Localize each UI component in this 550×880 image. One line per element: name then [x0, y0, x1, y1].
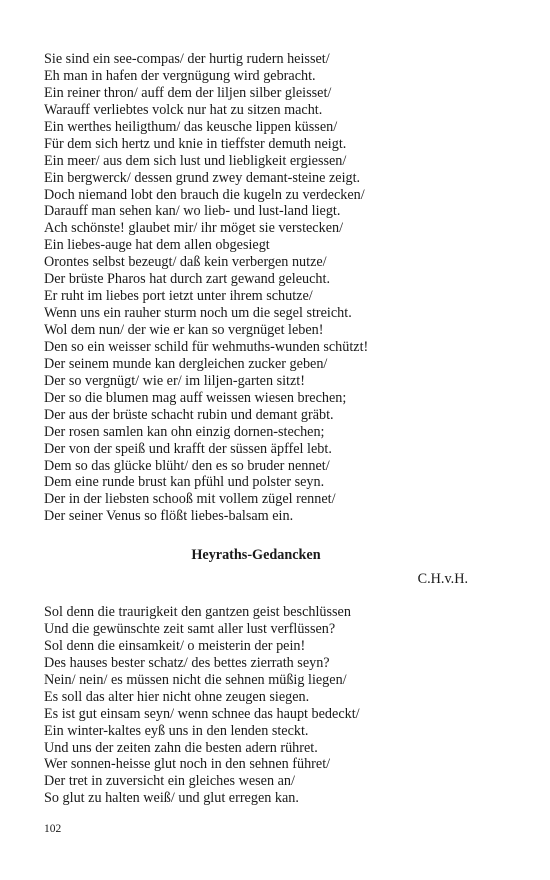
verse-line: Sie sind ein see-compas/ der hurtig rudern heisset/: [44, 51, 330, 67]
poem-heyraths-gedancken: [44, 604, 484, 807]
verse-line: Es ist gut einsam seyn/ wenn schnee das haupt bedeckt/: [44, 705, 360, 722]
poem-continued: [44, 51, 484, 525]
verse-line: Der so vergnügt/ wie er/ im liljen-garten sitzt!: [44, 372, 305, 389]
verse-line: Wenn uns ein rauher sturm noch um die segel streicht.: [44, 305, 352, 322]
verse-line: So glut zu halten weiß/ und glut erregen kan.: [44, 790, 299, 807]
verse-line: Er ruht im liebes port ietzt unter ihrem schutze/: [44, 288, 313, 305]
verse-line: Der rosen samlen kan ohn einzig dornen-stechen;: [44, 423, 325, 440]
verse-line: Darauff man sehen kan/ wo lieb- und lust-land liegt.: [44, 203, 341, 220]
verse-line: Warauff verliebtes volck nur hat zu sitzen macht.: [44, 101, 323, 118]
verse-line: Der tret in zuversicht ein gleiches wesen an/: [44, 773, 295, 790]
poem-title: Heyraths-Gedancken: [191, 547, 321, 563]
verse-line: Dem so das glücke blüht/ den es so bruder nennet/: [44, 457, 330, 474]
verse-line: Der von der speiß und krafft der süssen äpffel lebt.: [44, 440, 332, 457]
verse-line: Ein liebes-auge hat dem allen obgesiegt: [44, 237, 270, 254]
verse-line: Der brüste Pharos hat durch zart gewand geleucht.: [44, 271, 331, 288]
verse-line: Wer sonnen-heisse glut noch in den sehnen führet/: [44, 756, 331, 773]
verse-line: Und uns der zeiten zahn die besten adern rühret.: [44, 739, 318, 756]
verse-line: Eh man in hafen der vergnügung wird gebracht.: [44, 67, 316, 84]
verse-line: Für dem sich hertz und knie in tieffster demuth neigt.: [44, 135, 347, 152]
verse-line: Es soll das alter hier nicht ohne zeugen siegen.: [44, 688, 310, 705]
verse-line: Nein/ nein/ es müssen nicht die sehnen müßig liegen/: [44, 671, 347, 688]
verse-line: Der in der liebsten schooß mit vollem zügel rennet/: [44, 491, 336, 508]
verse-line: Und die gewünschte zeit samt aller lust verflüssen?: [44, 620, 336, 637]
verse-line: Der so die blumen mag auff weissen wiesen brechen;: [44, 389, 347, 406]
verse-line: Der seiner Venus so flößt liebes-balsam ein.: [44, 508, 294, 525]
verse-line: Des hauses bester schatz/ des bettes zierrath seyn?: [44, 654, 330, 671]
verse-line: Sol denn die einsamkeit/ o meisterin der pein!: [44, 637, 306, 654]
verse-line: Ach schönste! glaubet mir/ ihr möget sie verstecken/: [44, 220, 344, 237]
verse-line: Ein reiner thron/ auff dem der liljen silber gleisset/: [44, 84, 332, 101]
verse-line: Doch niemand lobt den brauch die kugeln zu verdecken/: [44, 186, 365, 203]
verse-line: Dem eine runde brust kan pfühl und polster seyn.: [44, 474, 325, 491]
verse-line: Der seinem munde kan dergleichen zucker geben/: [44, 355, 328, 372]
verse-line: Der aus der brüste schacht rubin und demant gräbt.: [44, 406, 334, 423]
verse-line: Wol dem nun/ der wie er kan so vergnüget leben!: [44, 322, 324, 338]
verse-line: Ein meer/ aus dem sich lust und liebligkeit ergiessen/: [44, 152, 347, 169]
verse-line: Sol denn die traurigkeit den gantzen geist beschlüssen: [44, 604, 351, 620]
verse-line: Ein werthes heiligthum/ das keusche lippen küssen/: [44, 118, 338, 135]
page-number: 102: [44, 823, 62, 835]
verse-line: Den so ein weisser schild für wehmuths-wunden schützt!: [44, 338, 369, 355]
poem-author: C.H.v.H.: [417, 571, 468, 587]
verse-line: Ein bergwerck/ dessen grund zwey demant-steine zeigt.: [44, 169, 361, 186]
verse-line: Orontes selbst bezeugt/ daß kein verbergen nutze/: [44, 254, 327, 271]
verse-line: Ein winter-kaltes eyß uns in den lenden steckt.: [44, 722, 309, 739]
